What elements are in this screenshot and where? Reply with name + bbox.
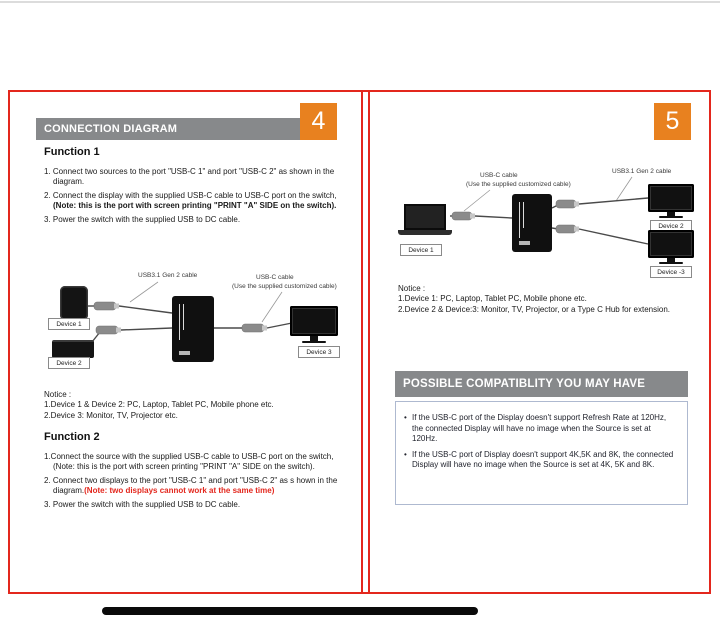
monitor-base: [659, 262, 683, 264]
usbc-switch-icon: [172, 296, 214, 362]
device1-label: [48, 318, 90, 330]
page5-diagram: [392, 158, 704, 284]
tablet-icon: [52, 340, 94, 358]
phone-icon: [60, 286, 88, 320]
instruction-item: [44, 452, 347, 472]
instruction-note-red: (Note: two displays cannot work at the same time): [84, 486, 275, 495]
instruction-item: [44, 191, 347, 211]
instruction-text: 3. Power the switch with the supplied USB to DC cable.: [44, 215, 241, 224]
frame-line-mid-right: [368, 90, 370, 594]
device3-label: [650, 266, 692, 278]
bottom-bar-decoration: [102, 607, 478, 615]
monitor-icon: [648, 184, 694, 212]
bullet-icon: •: [404, 413, 407, 422]
device1-label: [400, 244, 442, 256]
device-label-text: Device 2: [56, 359, 82, 367]
switch-print-decoration: [183, 304, 184, 330]
compatibility-note-box: [395, 401, 688, 505]
switch-print-decoration: [519, 241, 530, 245]
instruction-note-bold: (Note: this is the port with screen printing "PRINT "A" SIDE on the switch).: [53, 201, 337, 210]
instruction-text: 2. Connect two displays to the port "USB-C 1" and port "USB-C 2" as s hown in the diagram.: [44, 476, 338, 495]
cable-label-text: USB-C cable: [480, 172, 518, 179]
frame-line-bottom: [8, 592, 711, 594]
instruction-item: [44, 215, 347, 225]
device-label-text: Device 2: [658, 222, 684, 230]
monitor-icon: [290, 306, 338, 336]
instruction-text: 2. Connect the display with the supplied USB-C cable to USB-C port on the switch,: [44, 191, 337, 200]
device-label-text: Device 1: [408, 246, 434, 254]
device3-label: [298, 346, 340, 358]
instruction-item: [44, 167, 347, 187]
section-header-compatibility: [395, 371, 688, 397]
cable-label-text: (Use the supplied customized cable): [232, 283, 337, 290]
cable-label-text: USB3.1 Gen 2 cable: [612, 168, 672, 175]
usbc-switch-icon: [512, 194, 552, 252]
section-header-title: POSSIBLE COMPATIBLITY YOU MAY HAVE: [403, 378, 646, 390]
cable-label-usbc-sub: [232, 283, 337, 291]
notice-line: 2.Device 3: Monitor, TV, Projector etc.: [44, 410, 178, 420]
compat-bullet-text: If the USB-C port of Display doesn't support 4K,5K and 8K, the connected Display will have no image when the Source is set at 4K, 5K and 8K.: [412, 449, 674, 469]
notice-title: Notice :: [44, 390, 72, 399]
laptop-icon: [398, 202, 452, 236]
section-header-connection-diagram: [36, 118, 300, 140]
instruction-item: [44, 476, 347, 496]
compat-bullet-item: [404, 413, 677, 445]
device-label-text: Device 1: [56, 320, 82, 328]
notice-line: 1.Device 1 & Device 2: PC, Laptop, Tablet PC, Mobile phone etc.: [44, 400, 274, 409]
device2-label: [48, 357, 90, 369]
frame-line-top: [8, 90, 711, 92]
cable-label-usbc: [480, 172, 518, 180]
notice-section: [398, 283, 693, 315]
instruction-text: 1.Connect the source with the supplied USB-C cable to USB-C port on the switch,(Note: this is the port with screen printing "PRINT "A" SIDE on the switch).: [44, 452, 334, 471]
cable-label-usbc-sub: [466, 181, 571, 189]
monitor-base: [659, 216, 683, 218]
page-number-badge-5: [654, 103, 691, 140]
instruction-item: [44, 500, 347, 510]
cable-label-usbc: [256, 274, 294, 282]
page-number: 4: [311, 107, 326, 135]
notice-line: 1.Device 1: PC, Laptop, Tablet PC, Mobile phone etc.: [398, 294, 587, 303]
notice-section: [44, 389, 347, 421]
monitor-base: [302, 341, 326, 343]
switch-print-decoration: [523, 202, 524, 228]
page-number: 5: [665, 107, 680, 135]
cable-label-text: (Use the supplied customized cable): [466, 181, 571, 188]
function2-title: Function 2: [44, 431, 100, 443]
switch-print-decoration: [179, 351, 190, 355]
bullet-icon: •: [404, 449, 407, 459]
cable-label-usb31: [612, 168, 671, 176]
compat-bullet-text: If the USB-C port of the Display doesn't support Refresh Rate at 120Hz, the connected Display will have no image when the Source is set at 120Hz.: [412, 413, 667, 443]
cable-label-text: USB-C cable: [256, 274, 294, 281]
section-header-title: CONNECTION DIAGRAM: [44, 123, 178, 135]
frame-line-left: [8, 90, 10, 594]
device-label-text: Device 3: [306, 348, 332, 356]
cable-label-usb31: [138, 272, 197, 280]
device-label-text: Device -3: [657, 268, 685, 276]
laptop-keyboard: [398, 230, 452, 235]
notice-line: 2.Device 2 & Device:3: Monitor, TV, Projector, or a Type C Hub for extension.: [398, 304, 670, 314]
laptop-screen: [404, 204, 446, 230]
function1-title: Function 1: [44, 146, 100, 158]
compat-bullet-item: [404, 450, 677, 471]
function1-section: [44, 146, 347, 229]
instruction-text: 1. Connect two sources to the port "USB-C 1" and port "USB-C 2" as shown in the diagram.: [44, 167, 335, 186]
page-top-edge: [0, 1, 720, 3]
cable-label-text: USB3.1 Gen 2 cable: [138, 272, 198, 279]
page-number-badge-4: [300, 103, 337, 140]
function1-diagram: [30, 266, 350, 388]
switch-print-decoration: [519, 202, 520, 238]
switch-print-decoration: [179, 304, 180, 340]
notice-title: Notice :: [398, 284, 426, 293]
frame-line-mid-left: [361, 90, 363, 594]
monitor-icon: [648, 230, 694, 258]
instruction-text: 3. Power the switch with the supplied USB to DC cable.: [44, 500, 241, 509]
frame-line-right: [709, 90, 711, 594]
function2-section: [44, 431, 347, 514]
